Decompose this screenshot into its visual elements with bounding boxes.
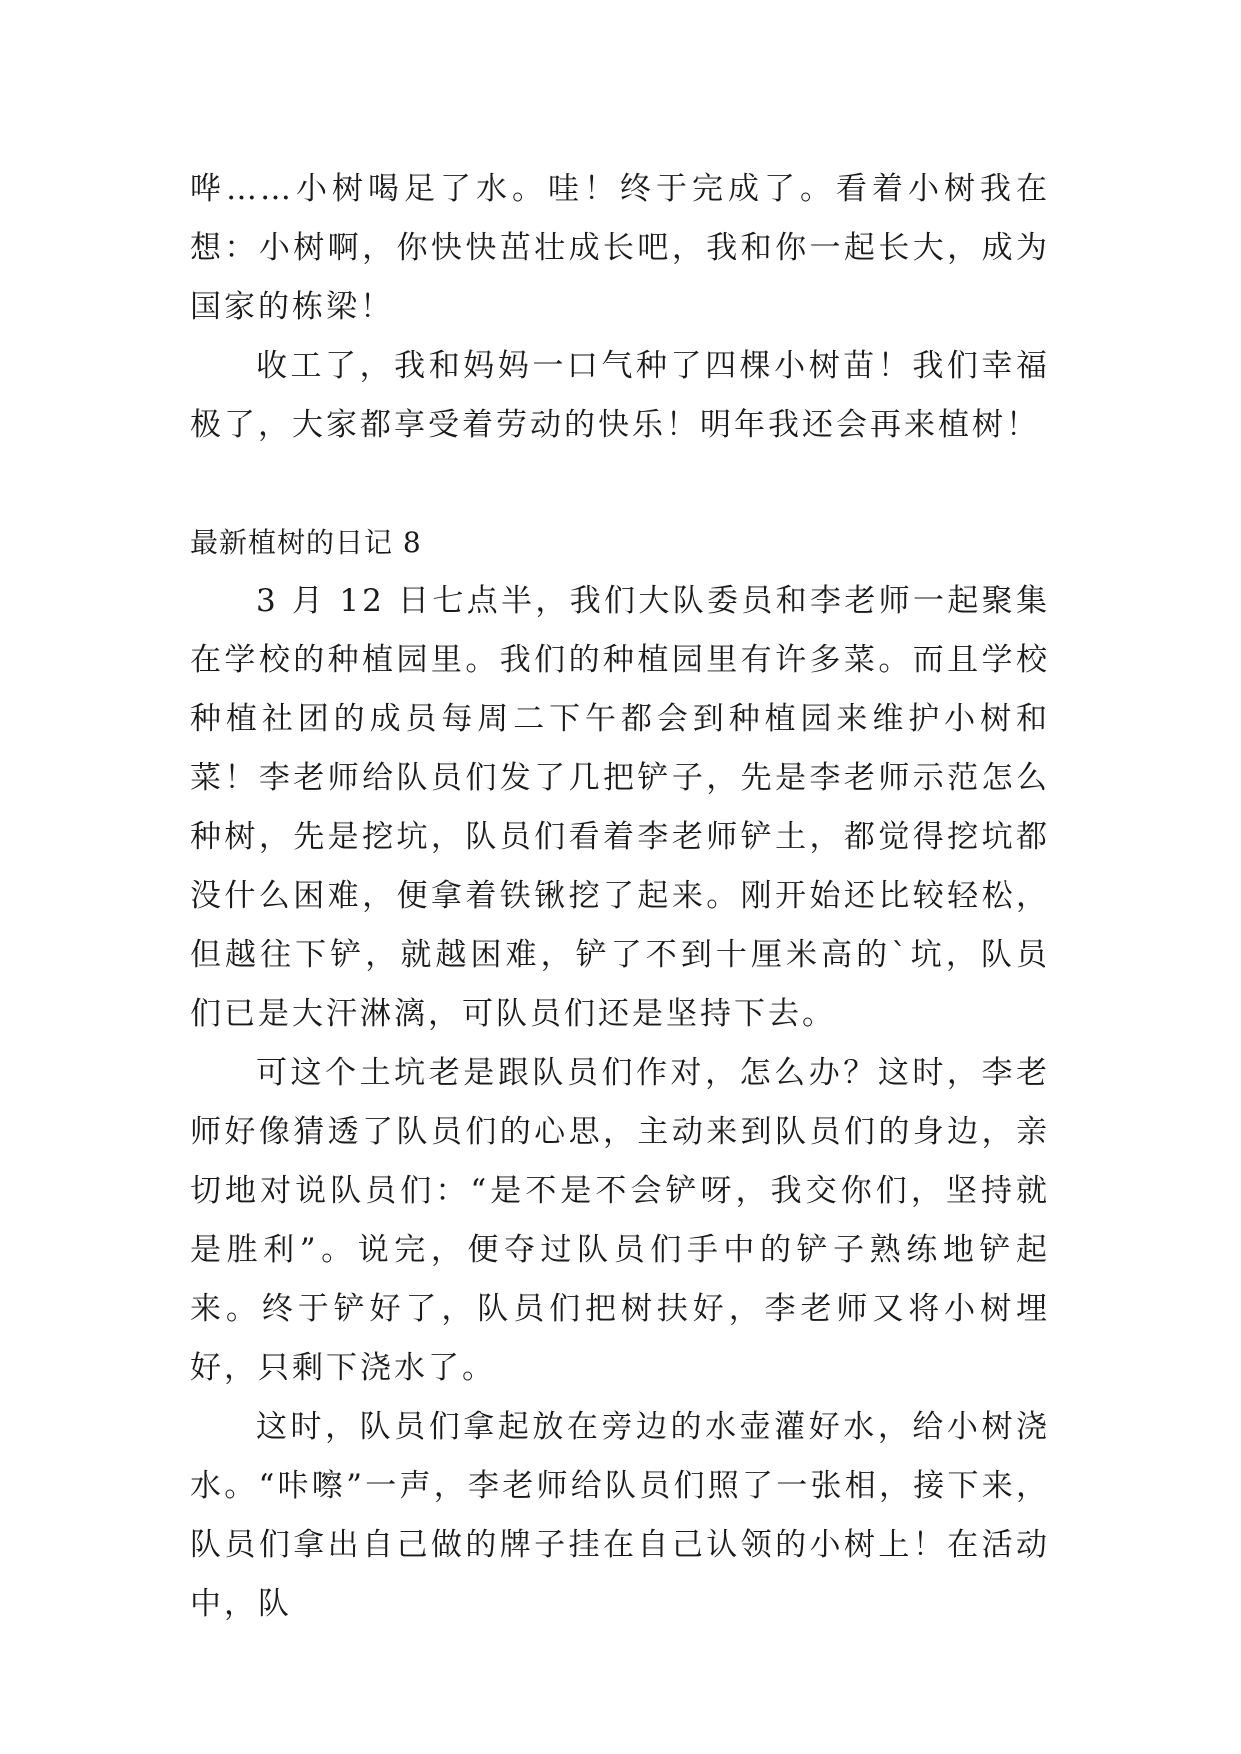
paragraph-finish: 收工了，我和妈妈一口气种了四棵小树苗！我们幸福极了，大家都享受着劳动的快乐！明年我还会再来植树！ (190, 348, 1050, 443)
paragraph-2: 可这个土坑老是跟队员们作对，怎么办？这时，李老师好像猜透了队员们的心思，主动来到队员们的身边，亲切地对说队员们：“是不是不会铲呀，我交你们，坚持就是胜利”。说完，便夺过队员们手中的铲子熟练地铲起来。终于铲好了，队员们把树扶好，李老师又将小树埋好，只剩下浇水了。 (190, 1055, 1050, 1386)
paragraph-continued: 哗……小树喝足了水。哇！终于完成了。看着小树我在想：小树啊，你快快茁壮成长吧，我和你一起长大，成为国家的栋梁！ (190, 171, 1050, 325)
paragraph-3: 这时，队员们拿起放在旁边的水壶灌好水，给小树浇水。“咔嚓”一声，李老师给队员们照了一张相，接下来，队员们拿出自己做的牌子挂在自己认领的小树上！在活动中，队 (190, 1409, 1050, 1622)
document-body (190, 160, 1050, 1634)
paragraph-1: 3 月 12 日七点半，我们大队委员和李老师一起聚集在学校的种植园里。我们的种植园里有许多菜。而且学校种植社团的成员每周二下午都会到种植园来维护小树和菜！李老师给队员们发了几把铲子，先是李老师示范怎么种树，先是挖坑，队员们看着李老师铲土，都觉得挖坑都没什么困难，便拿着铁锹挖了起来。刚开始还比较轻松，但越往下铲，就越困难，铲了不到十厘米高的`坑，队员们已是大汗淋漓，可队员们还是坚持下去。 (190, 583, 1050, 1032)
section-title: 最新植树的日记 8 (190, 526, 422, 559)
